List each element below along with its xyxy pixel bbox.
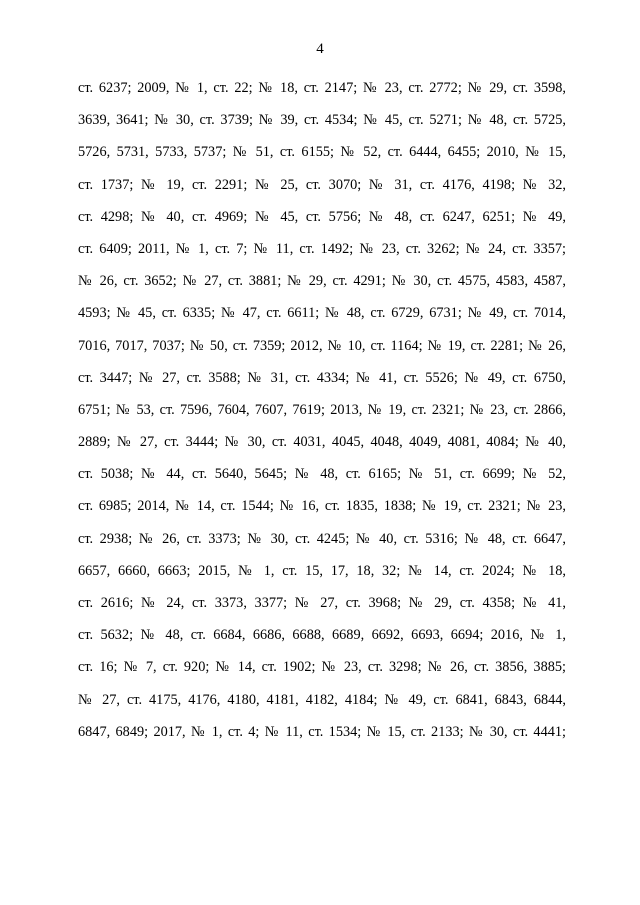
text-line: № 27, ст. 4175, 4176, 4180, 4181, 4182, 4184; № 49, ст. 6841, 6843, 6844, <box>78 691 566 708</box>
text-line: ст. 2938; № 26, ст. 3373; № 30, ст. 4245; № 40, ст. 5316; № 48, ст. 6647, <box>78 530 566 547</box>
text-line: 6751; № 53, ст. 7596, 7604, 7607, 7619; 2013, № 19, ст. 2321; № 23, ст. 2866, <box>78 401 566 418</box>
text-line: ст. 16; № 7, ст. 920; № 14, ст. 1902; № 23, ст. 3298; № 26, ст. 3856, 3885; <box>78 659 566 676</box>
body-text <box>78 77 566 753</box>
text-line: 6847, 6849; 2017, № 1, ст. 4; № 11, ст. 1534; № 15, ст. 2133; № 30, ст. 4441; <box>78 723 566 740</box>
text-line: ст. 6985; 2014, № 14, ст. 1544; № 16, ст. 1835, 1838; № 19, ст. 2321; № 23, <box>78 498 566 515</box>
text-line: 4593; № 45, ст. 6335; № 47, ст. 6611; № 48, ст. 6729, 6731; № 49, ст. 7014, <box>78 305 566 322</box>
page-number: 4 <box>316 41 324 57</box>
text-line: ст. 5632; № 48, ст. 6684, 6686, 6688, 6689, 6692, 6693, 6694; 2016, № 1, <box>78 627 566 644</box>
text-line: 5726, 5731, 5733, 5737; № 51, ст. 6155; № 52, ст. 6444, 6455; 2010, № 15, <box>78 144 566 161</box>
text-line: ст. 5038; № 44, ст. 5640, 5645; № 48, ст. 6165; № 51, ст. 6699; № 52, <box>78 466 566 483</box>
text-line: 7016, 7017, 7037; № 50, ст. 7359; 2012, № 10, ст. 1164; № 19, ст. 2281; № 26, <box>78 337 566 354</box>
text-line: ст. 4298; № 40, ст. 4969; № 45, ст. 5756; № 48, ст. 6247, 6251; № 49, <box>78 208 566 225</box>
text-line: 3639, 3641; № 30, ст. 3739; № 39, ст. 4534; № 45, ст. 5271; № 48, ст. 5725, <box>78 112 566 129</box>
text-line: ст. 6237; 2009, № 1, ст. 22; № 18, ст. 2147; № 23, ст. 2772; № 29, ст. 3598, <box>78 80 566 96</box>
text-line: 2889; № 27, ст. 3444; № 30, ст. 4031, 4045, 4048, 4049, 4081, 4084; № 40, <box>78 434 566 451</box>
text-line: ст. 6409; 2011, № 1, ст. 7; № 11, ст. 1492; № 23, ст. 3262; № 24, ст. 3357; <box>78 240 566 257</box>
text-line: ст. 1737; № 19, ст. 2291; № 25, ст. 3070; № 31, ст. 4176, 4198; № 32, <box>78 176 566 193</box>
text-line: 6657, 6660, 6663; 2015, № 1, ст. 15, 17, 18, 32; № 14, ст. 2024; № 18, <box>78 562 566 579</box>
text-line: № 26, ст. 3652; № 27, ст. 3881; № 29, ст. 4291; № 30, ст. 4575, 4583, 4587, <box>78 273 566 290</box>
text-line: ст. 3447; № 27, ст. 3588; № 31, ст. 4334; № 41, ст. 5526; № 49, ст. 6750, <box>78 369 566 386</box>
text-line: ст. 2616; № 24, ст. 3373, 3377; № 27, ст. 3968; № 29, ст. 4358; № 41, <box>78 595 566 611</box>
